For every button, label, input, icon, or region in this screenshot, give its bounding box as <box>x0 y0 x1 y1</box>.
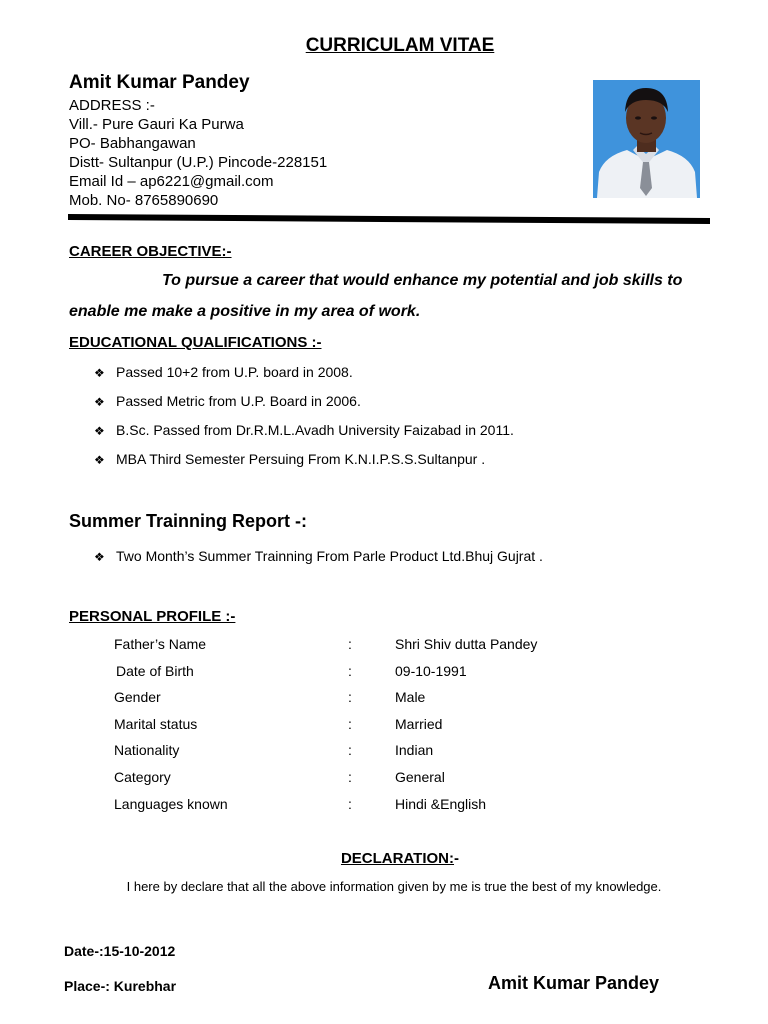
education-item <box>94 364 353 380</box>
diamond-bullet-icon: ❖ <box>94 424 105 438</box>
education-item-text: Passed Metric from U.P. Board in 2006. <box>116 393 361 409</box>
profile-value-category: General <box>395 769 445 785</box>
education-heading: EDUCATIONAL QUALIFICATIONS :- <box>69 334 322 351</box>
mobile-line: Mob. No- 8765890690 <box>69 192 219 209</box>
profile-separator: : <box>348 636 352 652</box>
summer-training-heading: Summer Trainning Report -: <box>69 511 308 531</box>
profile-label-category: Category <box>114 769 171 785</box>
education-item <box>94 393 361 409</box>
cv-title: CURRICULAM VITAE <box>305 35 495 56</box>
profile-value-gender: Male <box>395 689 426 705</box>
education-item <box>94 422 514 438</box>
profile-separator: : <box>348 769 352 785</box>
profile-separator: : <box>348 742 352 758</box>
education-item-text: MBA Third Semester Persuing From K.N.I.P.S.S.Sultanpur . <box>116 451 486 467</box>
education-item <box>94 451 485 467</box>
portrait-illustration <box>593 80 700 198</box>
footer-place: Place-: Kurebhar <box>64 978 177 994</box>
address-post-office: PO- Babhangawan <box>69 135 196 152</box>
profile-label-marital-status: Marital status <box>114 716 198 732</box>
profile-value-languages: Hindi &English <box>395 796 487 812</box>
summer-training-item-text: Two Month’s Summer Trainning From Parle Product Ltd.Bhuj Gujrat . <box>116 548 543 564</box>
profile-label-fathers-name: Father’s Name <box>114 636 207 652</box>
photo-right-eye <box>651 116 657 119</box>
career-objective-line-2: enable me make a positive in my area of work. <box>69 303 421 320</box>
profile-separator: : <box>348 716 352 732</box>
profile-separator: : <box>348 663 352 679</box>
profile-value-date-of-birth: 09-10-1991 <box>395 663 467 679</box>
candidate-name: Amit Kumar Pandey <box>69 72 250 93</box>
diamond-bullet-icon: ❖ <box>94 366 105 380</box>
diamond-bullet-icon: ❖ <box>94 550 105 564</box>
declaration-heading <box>0 850 768 867</box>
declaration-heading-dash: - <box>454 850 460 867</box>
profile-label-languages: Languages known <box>114 796 228 812</box>
diamond-bullet-icon: ❖ <box>94 395 105 409</box>
declaration-text: I here by declare that all the above information given by me is true the best of my knowledge. <box>126 879 662 894</box>
profile-separator: : <box>348 796 352 812</box>
profile-photo <box>593 80 700 198</box>
profile-value-marital-status: Married <box>395 716 443 732</box>
signature-name: Amit Kumar Pandey <box>488 973 660 993</box>
declaration-heading-text: DECLARATION: <box>340 850 455 867</box>
career-objective-line-1: To pursue a career that would enhance my potential and job skills to <box>162 272 683 289</box>
diamond-bullet-icon: ❖ <box>94 453 105 467</box>
profile-separator: : <box>348 689 352 705</box>
address-village: Vill.- Pure Gauri Ka Purwa <box>69 116 244 133</box>
email-line: Email Id – ap6221@gmail.com <box>69 173 274 190</box>
address-district: Distt- Sultanpur (U.P.) Pincode-228151 <box>69 154 328 171</box>
footer-date: Date-:15-10-2012 <box>64 943 176 959</box>
profile-label-gender: Gender <box>114 689 161 705</box>
summer-training-item <box>94 548 543 564</box>
personal-profile-heading: PERSONAL PROFILE :- <box>69 608 236 625</box>
profile-value-nationality: Indian <box>395 742 434 758</box>
education-item-text: B.Sc. Passed from Dr.R.M.L.Avadh University Faizabad in 2011. <box>116 422 514 438</box>
address-label: ADDRESS :- <box>69 97 155 114</box>
education-item-text: Passed 10+2 from U.P. board in 2008. <box>116 364 353 380</box>
profile-label-nationality: Nationality <box>114 742 180 758</box>
header-divider <box>68 214 710 224</box>
career-objective-heading: CAREER OBJECTIVE:- <box>69 243 232 260</box>
profile-label-date-of-birth: Date of Birth <box>116 663 194 679</box>
photo-left-eye <box>635 116 641 119</box>
profile-value-fathers-name: Shri Shiv dutta Pandey <box>395 636 538 652</box>
